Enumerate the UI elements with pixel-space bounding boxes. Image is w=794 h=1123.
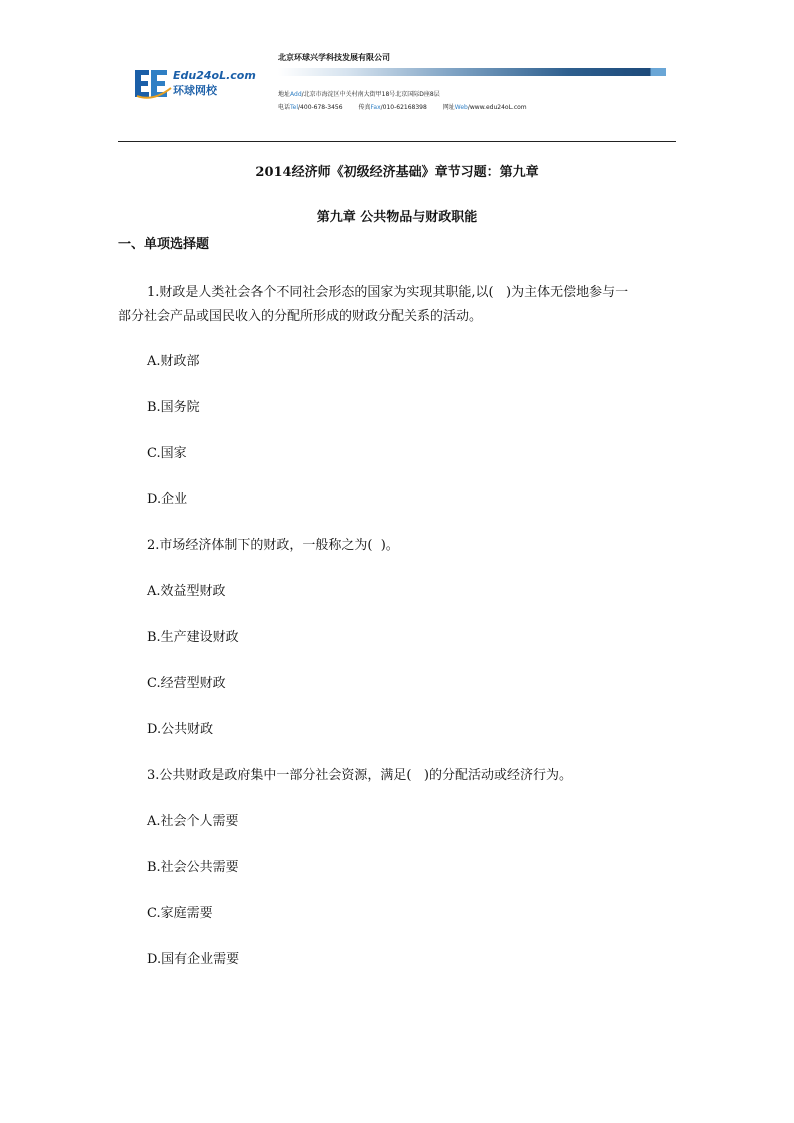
question-1-line-2: 部分社会产品或国民收入的分配所形成的财政分配关系的活动。: [118, 309, 483, 324]
question-2-option-a: A.效益型财政: [147, 584, 226, 599]
question-3-option-c: C.家庭需要: [147, 906, 213, 921]
fax-value: /010-62168398: [380, 104, 427, 111]
question-2-option-b: B.生产建设财政: [147, 630, 239, 645]
contact-line: [278, 102, 527, 111]
tel-value: /400-678-3456: [298, 104, 343, 111]
question-1-option-d: D.企业: [147, 492, 188, 507]
web-value: /www.edu24oL.com: [467, 104, 527, 111]
question-1-option-b: B.国务院: [147, 400, 200, 415]
section-heading: 一、单项选择题: [118, 237, 210, 252]
company-name: 北京环球兴学科技发展有限公司: [278, 53, 390, 62]
question-3-option-d: D.国有企业需要: [147, 952, 240, 967]
question-3-option-a: A.社会个人需要: [147, 814, 239, 829]
tel-label-en: Tel: [290, 104, 299, 111]
question-2: 2.市场经济体制下的财政，一般称之为( )。: [147, 538, 399, 553]
logo-text-secondary: 环球网校: [173, 84, 217, 97]
logo: [133, 66, 256, 100]
fax-label-en: Fax: [370, 104, 381, 111]
header-color-bar: [278, 68, 666, 76]
letterhead: [0, 0, 794, 145]
question-2-option-c: C.经营型财政: [147, 676, 226, 691]
address-label: 地址: [278, 91, 291, 98]
fax-label: 传真: [358, 104, 371, 111]
address-label-en: Add: [290, 91, 302, 98]
chapter-title: 第九章 公共物品与财政职能: [316, 210, 478, 225]
web-label: 网址: [442, 104, 455, 111]
web-label-en: Web: [454, 104, 468, 111]
address-value: /北京市海淀区中关村南大街甲18号北京国际D座8层: [301, 91, 440, 98]
tel-label: 电话: [278, 104, 291, 111]
question-2-option-d: D.公共财政: [147, 722, 214, 737]
logo-mark-icon: [133, 66, 173, 100]
logo-text-primary: Edu24oL.com: [173, 69, 256, 82]
address-line: [278, 89, 440, 98]
question-1-option-a: A.财政部: [147, 354, 200, 369]
document-title: 2014经济师《初级经济基础》章节习题：第九章: [255, 165, 539, 180]
question-1-line-1: 1.财政是人类社会各个不同社会形态的国家为实现其职能,以( )为主体无偿地参与一: [147, 285, 629, 300]
header-divider: [118, 141, 676, 142]
question-3: 3.公共财政是政府集中一部分社会资源，满足( )的分配活动或经济行为。: [147, 768, 572, 783]
question-1-option-c: C.国家: [147, 446, 187, 461]
question-3-option-b: B.社会公共需要: [147, 860, 239, 875]
